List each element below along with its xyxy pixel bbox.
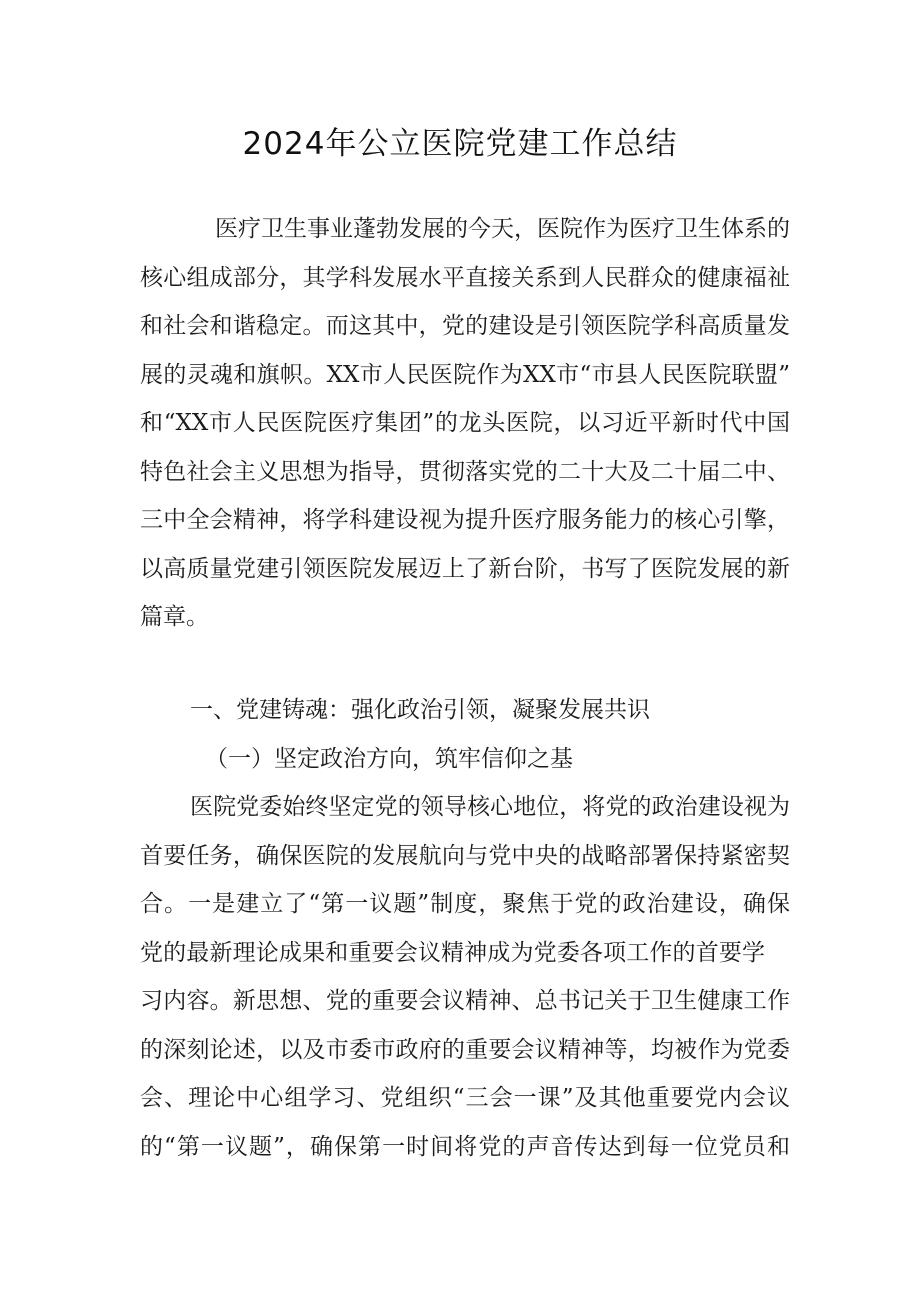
body-line-8: 的“第一议题”，确保第一时间将党的声音传达到每一位党员和 <box>140 1134 790 1160</box>
intro-line-8: 以高质量党建引领医院发展迈上了新台阶，书写了医院发展的新 <box>140 556 790 582</box>
body-line-2: 首要任务，确保医院的发展航向与党中央的战略部署保持紧密契 <box>140 843 790 869</box>
document-title: 2024年公立医院党建工作总结 <box>242 126 678 162</box>
body-line-7: 会、理论中心组学习、党组织“三会一课”及其他重要党内会议 <box>140 1085 790 1111</box>
body-line-5: 习内容。新思想、党的重要会议精神、总书记关于卫生健康工作 <box>140 988 790 1014</box>
section-heading-1: 一、党建铸魂：强化政治引领，凝聚发展共识 <box>190 697 650 723</box>
body-line-6: 的深刻论述，以及市委市政府的重要会议精神等，均被作为党委 <box>140 1037 790 1063</box>
body-line-3: 合。一是建立了“第一议题”制度，聚焦于党的政治建设，确保 <box>140 891 790 917</box>
intro-line-9: 篇章。 <box>140 604 209 630</box>
body-line-1: 医院党委始终坚定党的领导核心地位，将党的政治建设视为 <box>190 794 790 820</box>
intro-line-1: 医疗卫生事业蓬勃发展的今天，医院作为医疗卫生体系的 <box>215 216 790 242</box>
subsection-heading-1: （一）坚定政治方向，筑牢信仰之基 <box>205 746 573 772</box>
body-line-4: 党的最新理论成果和重要会议精神成为党委各项工作的首要学 <box>140 940 765 966</box>
intro-line-6: 特色社会主义思想为指导，贯彻落实党的二十大及二十届二中、 <box>140 459 790 485</box>
intro-line-3: 和社会和谐稳定。而这其中，党的建设是引领医院学科高质量发 <box>140 313 790 339</box>
intro-line-5: 和“XX市人民医院医疗集团”的龙头医院，以习近平新时代中国 <box>140 410 790 436</box>
intro-line-4: 展的灵魂和旗帜。XX市人民医院作为XX市“市县人民医院联盟” <box>140 362 790 388</box>
intro-line-2: 核心组成部分，其学科发展水平直接关系到人民群众的健康福祉 <box>140 265 790 291</box>
intro-line-7: 三中全会精神，将学科建设视为提升医疗服务能力的核心引擎， <box>140 507 790 533</box>
